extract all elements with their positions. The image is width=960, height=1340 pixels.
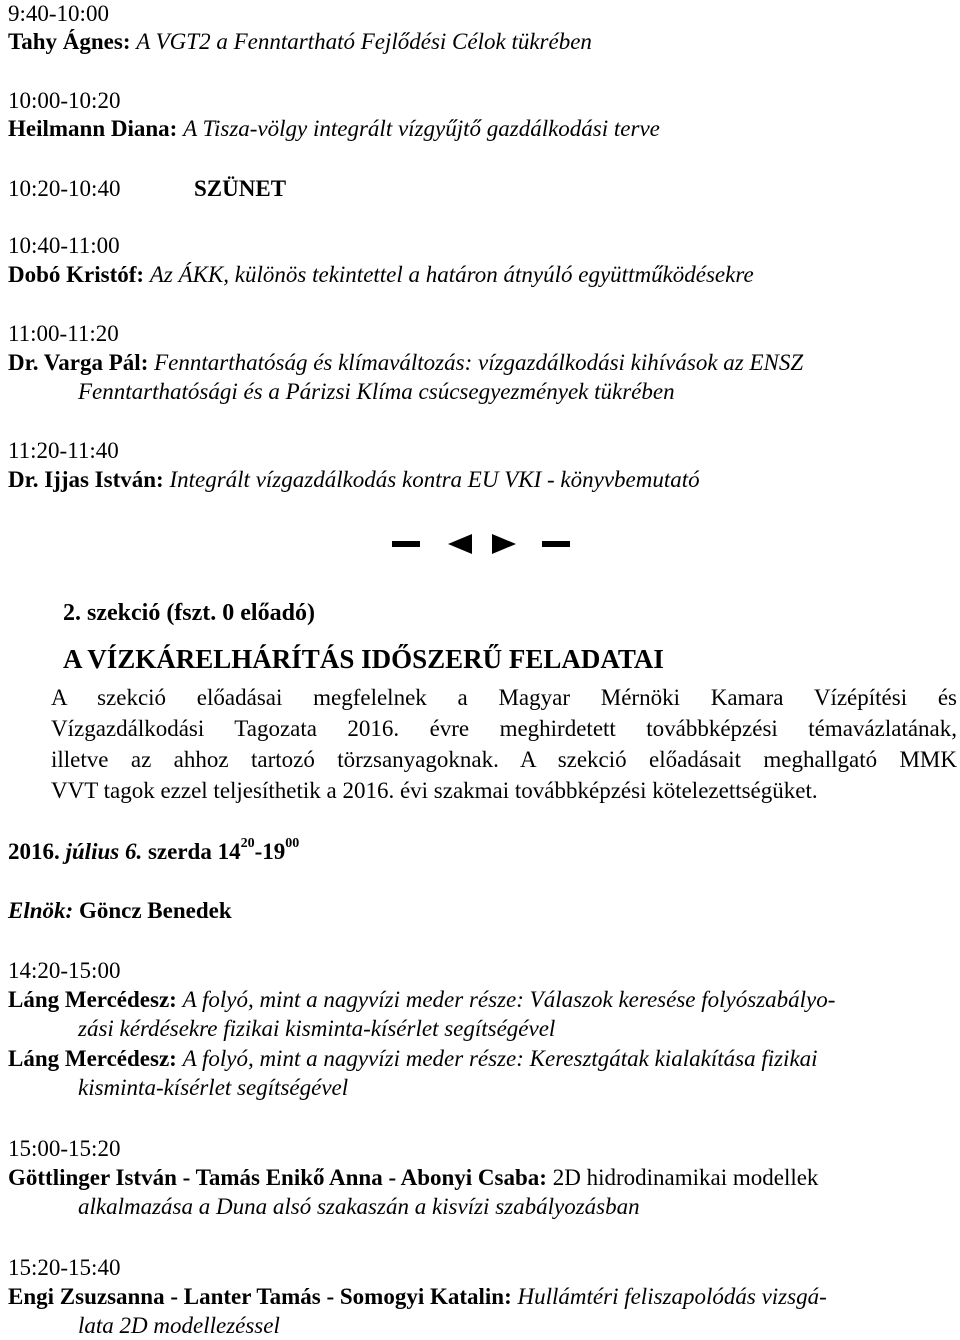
talk-line	[8, 466, 700, 494]
speaker-name: Dobó Kristóf:	[8, 262, 145, 287]
speaker-name: Dr. Varga Pál:	[8, 350, 149, 375]
talk-title: A Tisza-völgy integrált vízgyűjtő gazdálkodási terve	[183, 116, 660, 141]
time-slot: 15:20-15:40	[8, 1255, 121, 1280]
section-divider	[392, 530, 572, 558]
talk-title-continued: kisminta-kísérlet segítségével	[78, 1075, 349, 1100]
talk-title: A folyó, mint a nagyvízi meder része: Keresztgátak kialakítása fizikai	[182, 1046, 818, 1071]
chair-label: Elnök:	[8, 898, 74, 923]
end-hour: -19	[254, 839, 286, 864]
chair-name: Göncz Benedek	[78, 898, 232, 923]
talk-title: Integrált vízgazdálkodás kontra EU VKI - könyvbemutató	[169, 467, 700, 492]
talk-title: 2D hidrodinamikai modellek	[552, 1165, 819, 1190]
date-weekday: szerda	[147, 839, 212, 864]
time-slot: 15:00-15:20	[8, 1136, 121, 1161]
left-triangle-icon	[448, 534, 472, 554]
section-description-line: A szekció előadásai megfelelnek a Magyar Mérnöki Kamara Vízépítési és	[51, 685, 957, 710]
right-triangle-icon	[492, 534, 516, 554]
date-month-day: július 6.	[65, 839, 143, 864]
talk-line	[8, 349, 803, 377]
talk-title-continued: Fenntarthatósági és a Párizsi Klíma csúcsegyezmények tükrében	[78, 379, 675, 404]
time-slot: 9:40-10:00	[8, 1, 109, 26]
talk-title: Hullámtéri feliszapolódás vizsgá-	[517, 1284, 827, 1309]
time-slot: 11:20-11:40	[8, 438, 119, 463]
talk-line	[8, 1045, 818, 1073]
talk-title: A VGT2 a Fenntartható Fejlődési Célok tükrében	[136, 29, 592, 54]
dash-icon	[392, 541, 420, 547]
talk-line	[8, 986, 835, 1014]
talk-title-continued: alkalmazása a Duna alsó szakaszán a kisvízi szabályozásban	[78, 1194, 640, 1219]
time-slot: 10:40-11:00	[8, 233, 120, 258]
talk-title: Fenntarthatóság és klímaváltozás: vízgazdálkodási kihívások az ENSZ	[154, 350, 804, 375]
talk-title: A folyó, mint a nagyvízi meder része: Válaszok keresése folyószabályo-	[182, 987, 836, 1012]
time-slot: 10:00-10:20	[8, 88, 121, 113]
section-description-line: VVT tagok ezzel teljesíthetik a 2016. évi szakmai továbbképzési kötelezettségüket.	[51, 778, 818, 803]
speaker-name: Göttlinger István - Tamás Enikő Anna - Abonyi Csaba:	[8, 1165, 547, 1190]
start-minute: 20	[240, 836, 255, 852]
end-minute: 00	[285, 836, 300, 852]
talk-title-continued: lata 2D modellezéssel	[78, 1313, 280, 1338]
chair-line	[8, 897, 232, 925]
talk-line	[8, 115, 660, 143]
talk-line	[8, 1164, 818, 1192]
speaker-name: Láng Mercédesz:	[8, 1046, 177, 1071]
start-hour: 14	[217, 839, 241, 864]
section-number: 2. szekció (fszt. 0 előadó)	[63, 600, 315, 626]
talk-title: Az ÁKK, különös tekintettel a határon átnyúló együttműködésekre	[149, 262, 754, 287]
time-slot: 11:00-11:20	[8, 321, 119, 346]
date-year: 2016.	[8, 839, 60, 864]
dash-icon	[542, 541, 570, 547]
speaker-name: Dr. Ijjas István:	[8, 467, 164, 492]
talk-line	[8, 1283, 827, 1311]
speaker-name: Heilmann Diana:	[8, 116, 178, 141]
talk-line	[8, 28, 592, 56]
break-label: SZÜNET	[194, 176, 287, 201]
talk-title-continued: zási kérdésekre fizikai kisminta-kísérlet segítségével	[78, 1016, 556, 1041]
section-description-line: Vízgazdálkodási Tagozata 2016. évre meghirdetett továbbképzési témavázlatának,	[51, 716, 957, 741]
talk-line	[8, 261, 754, 289]
time-slot: 10:20-10:40	[8, 176, 121, 201]
time-slot: 14:20-15:00	[8, 958, 121, 983]
section-heading: A VÍZKÁRELHÁRÍTÁS IDŐSZERŰ FELADATAI	[63, 644, 664, 674]
session-date	[8, 838, 299, 866]
speaker-name: Láng Mercédesz:	[8, 987, 177, 1012]
speaker-name: Engi Zsuzsanna - Lanter Tamás - Somogyi Katalin:	[8, 1284, 512, 1309]
speaker-name: Tahy Ágnes:	[8, 29, 131, 54]
section-description-line: illetve az ahhoz tartozó törzsanyagoknak. A szekció előadásait meghallgató MMK	[51, 747, 957, 772]
